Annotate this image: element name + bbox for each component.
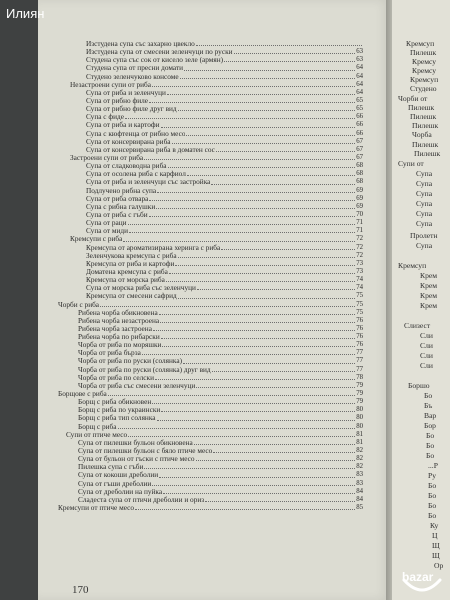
toc-entry [58, 48, 363, 56]
toc-entry [58, 235, 363, 243]
toc-entry-title: Супа с кюфтенца от рибно месо [86, 129, 186, 138]
toc-entry-page: 76 [356, 333, 363, 341]
toc-entry-page: 84 [356, 487, 363, 495]
toc-entry-title: Доматена кремсупа с риба [86, 267, 168, 276]
toc-leader-dots [168, 162, 356, 168]
toc-leader-dots [213, 447, 355, 453]
toc-leader-dots [128, 219, 356, 225]
toc-entry-page: 67 [356, 153, 363, 161]
toc-entry-page: 76 [356, 341, 363, 349]
right-page-line: Супа [416, 241, 433, 250]
toc-leader-dots [211, 178, 355, 184]
toc-leader-dots [187, 170, 355, 176]
toc-entry [58, 488, 363, 496]
toc-entry-title: Студена супа от пресни домати [86, 64, 184, 73]
right-page-line: Пилешк [414, 149, 441, 158]
toc-entry-title: Супа от дреболии на пуйка [78, 487, 163, 496]
right-page-line: Супа [416, 189, 433, 198]
toc-entry-title: Борщове с риба [58, 390, 107, 399]
toc-entry [58, 178, 363, 186]
toc-entry-title: Супа от морска риба със зеленчуци [86, 284, 196, 293]
right-page-line: Чорби от [398, 94, 428, 103]
toc-entry [58, 349, 363, 357]
toc-entry-page: 69 [356, 194, 363, 202]
toc-entry-page: 65 [356, 105, 363, 113]
toc-entry [58, 317, 363, 325]
toc-entry-title: Рибена чорба незастроена [78, 316, 160, 325]
toc-leader-dots [156, 203, 355, 209]
toc-entry [58, 113, 363, 121]
toc-entry-title: Зеленчукова кремсупа с риба [86, 251, 177, 260]
right-page-line: Бо [428, 501, 437, 510]
toc-entry-page: 72 [356, 235, 363, 243]
toc-entry-page: 66 [356, 129, 363, 137]
toc-leader-dots [161, 406, 355, 412]
toc-leader-dots [142, 349, 355, 355]
right-page-line: Крем [420, 271, 438, 280]
toc-entry-title: Супа с фиде [86, 113, 124, 122]
toc-entry-page: 70 [356, 210, 363, 218]
toc-entry-title: Супа от риба и картофи [86, 121, 160, 130]
toc-entry-page: 71 [356, 227, 363, 235]
right-page-line: Боршо [408, 381, 430, 390]
toc-entry-title: Студено зеленчуково консоме [86, 72, 179, 81]
toc-leader-dots [157, 414, 356, 420]
toc-entry-title: Борщ с риба обикновен [78, 398, 152, 407]
toc-entry [58, 56, 363, 64]
toc-leader-dots [129, 227, 355, 233]
toc-entry [58, 301, 363, 309]
toc-entry [58, 105, 363, 113]
toc-entry-page: 68 [356, 170, 363, 178]
toc-leader-dots [178, 292, 355, 298]
right-page-line: Бо [428, 481, 437, 490]
toc-entry [58, 81, 363, 89]
toc-entry [58, 121, 363, 129]
toc-entry-page: 76 [356, 316, 363, 324]
toc-entry-title: Кремсупи от птиче месо [58, 504, 135, 513]
toc-entry-page: 63 [356, 56, 363, 64]
toc-entry [58, 292, 363, 300]
toc-leader-dots [157, 187, 355, 193]
table-of-contents [58, 40, 363, 512]
right-page-line: Ц [432, 531, 438, 540]
toc-entry-page: 81 [356, 430, 363, 438]
toc-entry [58, 276, 363, 284]
toc-entry-title: Кремсупа от смесени сафрид [86, 292, 177, 301]
toc-leader-dots [178, 105, 356, 111]
toc-leader-dots [196, 40, 362, 46]
toc-entry [58, 195, 363, 203]
toc-entry [58, 89, 363, 97]
toc-entry-title: Супа от миди [86, 227, 129, 236]
toc-entry-page: 80 [356, 406, 363, 414]
toc-leader-dots [123, 235, 355, 241]
toc-entry-title: Чорба от риба по селски [78, 373, 154, 382]
right-page-line: Ку [430, 521, 439, 530]
right-page-line: Бо [428, 511, 437, 520]
toc-entry-title: Супа от кокоши дреболии [78, 471, 159, 480]
toc-leader-dots [186, 130, 355, 136]
toc-leader-dots [159, 471, 355, 477]
right-page-line: Сли [420, 341, 433, 350]
toc-leader-dots [118, 423, 356, 429]
toc-leader-dots [155, 374, 355, 380]
toc-leader-dots [180, 73, 356, 79]
right-page-line: Кремсу [412, 66, 437, 75]
toc-entry [58, 211, 363, 219]
toc-entry-title: Рибена чорба застроена [78, 324, 152, 333]
toc-entry-title: Застроени супи от риба [70, 153, 144, 162]
toc-entry [58, 463, 363, 471]
right-page-line: Супа [416, 179, 433, 188]
toc-entry [58, 382, 363, 390]
toc-entry-title: Подлучено рибна супа [86, 186, 157, 195]
toc-entry-title: Чорба от риба по моряшки [78, 341, 162, 350]
toc-entry-title: Супа от риба и зеленчуци със застройка [86, 178, 211, 187]
toc-entry [58, 244, 363, 252]
right-page-line: Бо [426, 451, 435, 460]
toc-entry-page: 77 [356, 349, 363, 357]
right-page-line: Бо [424, 391, 433, 400]
right-page-line: Студено [410, 84, 437, 93]
right-page-line: Ор [434, 561, 444, 570]
toc-entry-page: 75 [356, 300, 363, 308]
toc-entry [58, 455, 363, 463]
toc-entry [58, 130, 363, 138]
toc-entry-page: 64 [356, 88, 363, 96]
toc-entry [58, 170, 363, 178]
toc-entry-page: 68 [356, 178, 363, 186]
toc-entry-title: Супа от пилешки бульон с бяло птиче месо [78, 447, 213, 456]
toc-entry-title: Супа от риба отвара [86, 194, 149, 203]
toc-entry [58, 357, 363, 365]
right-page-line: Ру [428, 471, 437, 480]
toc-entry-title: Рибена чорба обикновена [78, 308, 158, 317]
toc-entry-page: 69 [356, 202, 363, 210]
toc-entry-title: Чорба от риба по руски (солянка) друг вид [78, 365, 211, 374]
toc-entry [58, 414, 363, 422]
toc-entry-page: 72 [356, 251, 363, 259]
right-page-line: Супа [416, 199, 433, 208]
toc-entry-page: 74 [356, 276, 363, 284]
toc-entry-page: 65 [356, 96, 363, 104]
toc-entry [58, 398, 363, 406]
right-page-line: ...Р [428, 461, 438, 470]
toc-entry [58, 260, 363, 268]
toc-leader-dots [166, 276, 355, 282]
right-page-line: Крем [420, 291, 438, 300]
toc-leader-dots [144, 463, 355, 469]
right-page-line: Щ [432, 541, 440, 550]
toc-entry-page: 63 [356, 48, 363, 56]
right-page-line: Бъ [424, 401, 433, 410]
right-page-line: Бо [426, 441, 435, 450]
right-page-line: Чорба [412, 130, 432, 139]
toc-leader-dots [163, 488, 355, 494]
toc-entry-title: Супа от риба с гъби [86, 210, 148, 219]
right-page-line: Пилешк [412, 121, 439, 130]
toc-entry [58, 480, 363, 488]
toc-entry [58, 187, 363, 195]
toc-leader-dots [196, 382, 355, 388]
toc-leader-dots [197, 284, 355, 290]
toc-entry [58, 439, 363, 447]
toc-leader-dots [159, 309, 356, 315]
toc-entry [58, 284, 363, 292]
toc-entry-page: 64 [356, 72, 363, 80]
toc-leader-dots [152, 81, 355, 87]
toc-entry [58, 309, 363, 317]
toc-entry [58, 154, 363, 162]
toc-entry-title: Чорба от риба със смесени зеленчуци [78, 381, 196, 390]
toc-leader-dots [212, 366, 356, 372]
toc-entry-title: Борщ с риба тип солянка [78, 414, 156, 423]
right-page-line: Пилешк [410, 48, 437, 57]
toc-entry [58, 97, 363, 105]
right-page-line: Кремсу [412, 57, 437, 66]
right-page-line: Сли [420, 331, 433, 340]
toc-entry-title: Супа от рибно филе друг вид [86, 105, 177, 114]
toc-entry-page: 72 [356, 243, 363, 251]
toc-leader-dots [196, 455, 356, 461]
toc-leader-dots [152, 480, 355, 486]
toc-entry-title: Супа от гъши дреболии [78, 479, 152, 488]
toc-leader-dots [152, 398, 355, 404]
toc-entry-page: 78 [356, 373, 363, 381]
right-page-line: Бо [428, 491, 437, 500]
toc-leader-dots [149, 195, 355, 201]
toc-entry-page: 80 [356, 422, 363, 430]
toc-entry-title: Изстудена супа от смесени зеленчуци по руски [86, 48, 233, 57]
toc-entry-page: 67 [356, 145, 363, 153]
toc-entry-page: 77 [356, 357, 363, 365]
toc-entry-title: Борщ с риба [78, 422, 117, 431]
toc-entry [58, 333, 363, 341]
right-page-line: Кремсуп [410, 75, 439, 84]
toc-entry [58, 423, 363, 431]
toc-entry-page: 68 [356, 162, 363, 170]
toc-entry-title: Изстудена супа със захарно цвекло [86, 40, 195, 48]
toc-entry-page: 82 [356, 463, 363, 471]
toc-entry-page: 82 [356, 447, 363, 455]
right-page-line: Сли [420, 361, 433, 370]
toc-entry [58, 64, 363, 72]
right-page-line: Супа [416, 169, 433, 178]
toc-entry-page: 73 [356, 267, 363, 275]
right-page-line: Крем [420, 301, 438, 310]
toc-leader-dots [149, 211, 356, 217]
toc-entry-title: Супи от птиче месо [66, 430, 128, 439]
toc-entry [58, 162, 363, 170]
toc-entry-page: 79 [356, 390, 363, 398]
toc-leader-dots [224, 56, 355, 62]
toc-entry [58, 496, 363, 504]
toc-entry [58, 504, 363, 512]
toc-entry-title: Кремсупи с риба [70, 235, 123, 244]
toc-entry-page: 84 [356, 495, 363, 503]
page-number: 170 [72, 584, 89, 596]
toc-entry-page: 75 [356, 292, 363, 300]
toc-leader-dots [234, 48, 356, 54]
toc-entry-title: Сладеста супа от птичи дреболии и ориз [78, 495, 205, 504]
right-page-line: Слизест [404, 321, 431, 330]
toc-entry-page: 83 [356, 479, 363, 487]
toc-leader-dots [172, 138, 356, 144]
toc-entry-title: Чорби с риба [58, 300, 100, 309]
toc-entry [58, 471, 363, 479]
toc-entry-title: Студена супа със сок от кисело зеле (армян) [86, 56, 224, 65]
toc-leader-dots [161, 333, 355, 339]
toc-entry-title: Супа от консервирана риба [86, 137, 171, 146]
right-page-line: Сли [420, 351, 433, 360]
toc-entry [58, 325, 363, 333]
toc-entry-page: 66 [356, 121, 363, 129]
toc-entry [58, 374, 363, 382]
toc-entry [58, 431, 363, 439]
toc-leader-dots [205, 496, 355, 502]
toc-entry [58, 366, 363, 374]
toc-entry-page: 73 [356, 259, 363, 267]
toc-entry-page: 76 [356, 324, 363, 332]
toc-entry-page: 64 [356, 80, 363, 88]
right-page-line: Вар [424, 411, 437, 420]
right-page-line: Крем [420, 281, 438, 290]
bazar-logo-text: bazar [402, 570, 434, 584]
right-page-line: Бо [426, 431, 435, 440]
toc-entry-title: Пилешка супа с гъби [78, 463, 144, 472]
toc-entry-page: 64 [356, 64, 363, 72]
toc-entry-title: Рибена чорба по рибарски [78, 333, 160, 342]
toc-entry [58, 406, 363, 414]
toc-entry-title: Чорба от риба по руски (солянка) [78, 357, 183, 366]
toc-leader-dots [167, 89, 355, 95]
toc-leader-dots [175, 260, 355, 266]
toc-entry [58, 390, 363, 398]
toc-entry-title: Супа от рибно филе [86, 96, 149, 105]
toc-entry-page: 67 [356, 137, 363, 145]
right-page-line: Пилешк [410, 112, 437, 121]
toc-entry-page: 69 [356, 186, 363, 194]
toc-leader-dots [184, 64, 355, 70]
right-page-line: Пролетн [410, 231, 438, 240]
toc-entry-title: Супа от сладководна риба [86, 162, 167, 171]
toc-entry-title: Супа от консервирана риба в доматен сос [86, 145, 215, 154]
toc-leader-dots [161, 121, 356, 127]
toc-leader-dots [149, 97, 355, 103]
toc-entry-title: Супа с рибна галушки [86, 202, 156, 211]
toc-entry-page: 77 [356, 365, 363, 373]
toc-leader-dots [144, 154, 355, 160]
toc-entry-title: Кремсупа от ароматизирана херинга с риба [86, 243, 221, 252]
toc-entry [58, 341, 363, 349]
toc-entry [58, 146, 363, 154]
toc-leader-dots [183, 357, 355, 363]
toc-entry [58, 138, 363, 146]
toc-entry-title: Кремсупа от риба и картофи [86, 259, 175, 268]
right-page-line: Супа [416, 209, 433, 218]
toc-entry-page: 82 [356, 455, 363, 463]
toc-entry-title: Супа от осолена риба с карфиол [86, 170, 186, 179]
toc-leader-dots [169, 268, 355, 274]
toc-entry-page: 79 [356, 398, 363, 406]
toc-leader-dots [108, 390, 355, 396]
right-page-line: Кремсуп [398, 261, 427, 270]
toc-leader-dots [128, 431, 355, 437]
toc-entry-page: 79 [356, 381, 363, 389]
toc-entry [58, 447, 363, 455]
toc-entry-title: Борщ с риба по украински [78, 406, 161, 415]
toc-leader-dots [162, 341, 355, 347]
right-page-line: Щ [432, 551, 440, 560]
toc-entry-title: Супа от риба и зеленчуци [86, 88, 166, 97]
toc-leader-dots [194, 439, 355, 445]
toc-entry-title: Супа от пилешки бульон обикновена [78, 438, 193, 447]
toc-entry [58, 219, 363, 227]
toc-entry-page: 71 [356, 219, 363, 227]
toc-leader-dots [221, 244, 355, 250]
toc-entry [58, 203, 363, 211]
toc-entry-page: 85 [356, 504, 363, 512]
toc-entry-page: 75 [356, 308, 363, 316]
toc-entry [58, 252, 363, 260]
right-page-line: Пилешк [408, 103, 435, 112]
toc-entry-page: 66 [356, 113, 363, 121]
toc-entry [58, 227, 363, 235]
right-page-line: Супа [416, 219, 433, 228]
toc-entry-title: Супа от бульон от гъски с птиче месо [78, 455, 195, 464]
toc-leader-dots [216, 146, 355, 152]
toc-entry-page: 80 [356, 414, 363, 422]
toc-entry-title: Чорба от риба бърза [78, 349, 141, 358]
toc-leader-dots [153, 325, 355, 331]
toc-leader-dots [135, 504, 355, 510]
right-page-line: Супи от [398, 159, 424, 168]
right-page-line: Пилешк [412, 140, 439, 149]
toc-entry [58, 268, 363, 276]
toc-leader-dots [125, 113, 355, 119]
toc-entry [58, 73, 363, 81]
toc-entry-title: Незастроени супи от риба [70, 80, 151, 89]
right-page-line: Кремсуп [406, 39, 435, 48]
right-page-line: Бор [424, 421, 436, 430]
toc-entry-page: 74 [356, 284, 363, 292]
toc-leader-dots [160, 317, 355, 323]
toc-leader-dots [178, 252, 356, 258]
watermark-username: Илиян [6, 6, 45, 21]
toc-entry [58, 40, 363, 48]
toc-entry-title: Кремсупа от морска риба [86, 276, 165, 285]
toc-entry-title: Супа от раци [86, 219, 127, 228]
toc-leader-dots [100, 301, 355, 307]
toc-entry-page: 81 [356, 438, 363, 446]
toc-entry-page: 83 [356, 471, 363, 479]
